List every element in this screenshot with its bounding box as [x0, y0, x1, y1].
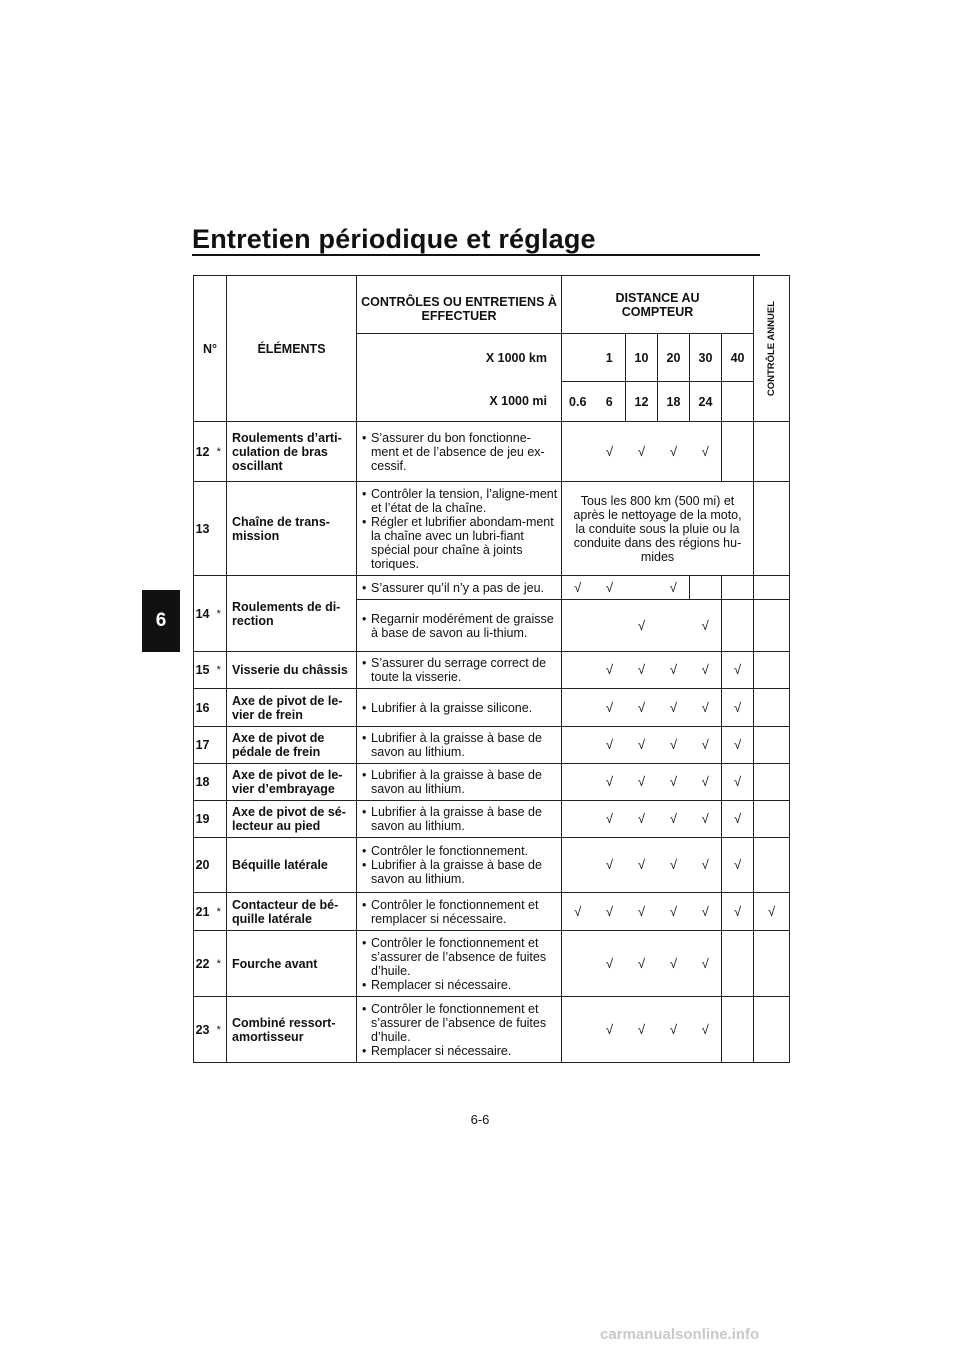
- check-mark: √: [658, 727, 690, 764]
- star-marker: [212, 727, 227, 764]
- check-mark: √: [722, 652, 754, 689]
- empty-cell: [562, 727, 594, 764]
- empty-cell: [754, 482, 790, 576]
- empty-cell: [754, 801, 790, 838]
- check-mark: √: [690, 764, 722, 801]
- check-item: • S’assurer qu’il n’y a pas de jeu.: [362, 581, 558, 595]
- unit-km: X 1000 km: [357, 334, 562, 382]
- check-item: • Lubrifier à la graisse à base de savon au lithium.: [362, 805, 558, 833]
- empty-cell: [562, 652, 594, 689]
- check-description: [357, 893, 562, 931]
- check-description: [357, 764, 562, 801]
- header-row: [194, 276, 790, 334]
- table-row: [194, 482, 790, 576]
- check-mark: √: [594, 931, 626, 997]
- row-number: 19: [194, 801, 212, 838]
- row-number: 16: [194, 689, 212, 727]
- unit-mi: X 1000 mi: [357, 382, 562, 422]
- element-name: Axe de pivot de le-vier de frein: [227, 689, 357, 727]
- check-item: • S’assurer du serrage correct de toute la visserie.: [362, 656, 558, 684]
- km-40: 40: [722, 334, 754, 382]
- row-number: 17: [194, 727, 212, 764]
- star-marker: [212, 689, 227, 727]
- star-marker: *: [212, 997, 227, 1063]
- check-mark: √: [626, 838, 658, 893]
- watermark: carmanualsonline.info: [600, 1326, 760, 1343]
- check-mark: √: [626, 600, 658, 652]
- check-description: [357, 652, 562, 689]
- check-mark: √: [594, 422, 626, 482]
- empty-cell: [562, 764, 594, 801]
- check-mark: √: [594, 764, 626, 801]
- check-mark: √: [722, 801, 754, 838]
- element-name: Roulements d’arti-culation de bras oscillant: [227, 422, 357, 482]
- check-item: • Regarnir modérément de graisse à base de savon au li-thium.: [362, 612, 558, 640]
- check-mark: √: [626, 997, 658, 1063]
- element-name: Axe de pivot de le-vier d’embrayage: [227, 764, 357, 801]
- page-title: Entretien périodique et réglage: [192, 224, 596, 254]
- empty-cell: [722, 422, 754, 482]
- empty-cell: [754, 600, 790, 652]
- row-number: 18: [194, 764, 212, 801]
- empty-cell: [722, 600, 754, 652]
- check-mark: √: [658, 764, 690, 801]
- check-item: • Contrôler le fonctionnement et remplacer si nécessaire.: [362, 898, 558, 926]
- check-description: [357, 838, 562, 893]
- empty-cell: [754, 931, 790, 997]
- element-name: Axe de pivot de pédale de frein: [227, 727, 357, 764]
- empty-cell: [562, 931, 594, 997]
- element-name: Roulements de di-rection: [227, 576, 357, 652]
- check-mark: √: [562, 893, 594, 931]
- mi-18: 18: [658, 382, 690, 422]
- table-row: [194, 893, 790, 931]
- chapter-tab: 6: [142, 590, 180, 652]
- row-number: 14: [194, 576, 212, 652]
- check-mark: √: [658, 576, 690, 600]
- km-20: 20: [658, 334, 690, 382]
- row-number: 13: [194, 482, 212, 576]
- check-mark: √: [626, 422, 658, 482]
- element-name: Visserie du châssis: [227, 652, 357, 689]
- empty-cell: [562, 838, 594, 893]
- check-item: • Contrôler le fonctionnement et s’assurer de l’absence de fuites d’huile.: [362, 936, 558, 978]
- check-mark: √: [626, 801, 658, 838]
- check-mark: √: [626, 689, 658, 727]
- check-mark: √: [562, 576, 594, 600]
- check-item: • Lubrifier à la graisse silicone.: [362, 701, 558, 715]
- km-10: 10: [626, 334, 658, 382]
- check-item: • Remplacer si nécessaire.: [362, 978, 558, 992]
- table-row: [194, 931, 790, 997]
- row-number: 12: [194, 422, 212, 482]
- check-mark: √: [626, 931, 658, 997]
- empty-cell: [690, 576, 722, 600]
- mi-6: 6: [594, 382, 626, 422]
- check-description: [357, 997, 562, 1063]
- km-30: 30: [690, 334, 722, 382]
- check-item: • Contrôler le fonctionnement.: [362, 844, 558, 858]
- check-description: [357, 931, 562, 997]
- empty-cell: [562, 422, 594, 482]
- empty-cell: [562, 600, 594, 652]
- check-mark: √: [722, 893, 754, 931]
- check-item: • Contrôler le fonctionnement et s’assurer de l’absence de fuites d’huile.: [362, 1002, 558, 1044]
- star-marker: [212, 764, 227, 801]
- element-name: Fourche avant: [227, 931, 357, 997]
- check-item: • Régler et lubrifier abondam-ment la chaîne avec un lubri-fiant spécial pour chaîne à joints toriques.: [362, 515, 558, 571]
- element-name: Béquille latérale: [227, 838, 357, 893]
- star-marker: [212, 801, 227, 838]
- row-number: 20: [194, 838, 212, 893]
- table-row: [194, 652, 790, 689]
- table-row: [194, 689, 790, 727]
- check-mark: √: [626, 893, 658, 931]
- check-mark: √: [690, 931, 722, 997]
- check-description: [357, 689, 562, 727]
- empty-cell: [754, 652, 790, 689]
- check-description: [357, 801, 562, 838]
- table-row: [194, 764, 790, 801]
- empty-cell: [722, 576, 754, 600]
- check-mark: √: [658, 997, 690, 1063]
- check-mark: √: [658, 689, 690, 727]
- check-item: • Lubrifier à la graisse à base de savon au lithium.: [362, 858, 558, 886]
- check-mark: √: [690, 893, 722, 931]
- check-mark: √: [594, 838, 626, 893]
- table-row: [194, 997, 790, 1063]
- check-mark: √: [658, 422, 690, 482]
- check-item: • S’assurer du bon fonctionne-ment et de l’absence de jeu ex-cessif.: [362, 431, 558, 473]
- check-mark: √: [594, 893, 626, 931]
- check-mark: √: [690, 422, 722, 482]
- empty-cell: [754, 727, 790, 764]
- check-mark: √: [690, 600, 722, 652]
- empty-cell: [562, 689, 594, 727]
- mi-0-6: 0.6: [562, 382, 594, 422]
- maintenance-table: [193, 275, 790, 1063]
- check-mark: √: [594, 576, 626, 600]
- table-row: [194, 801, 790, 838]
- table-row: [194, 422, 790, 482]
- empty-cell: [754, 997, 790, 1063]
- check-mark: √: [690, 689, 722, 727]
- star-marker: *: [212, 576, 227, 652]
- check-description: [357, 600, 562, 652]
- empty-cell: [754, 422, 790, 482]
- star-marker: *: [212, 422, 227, 482]
- empty-cell: [562, 997, 594, 1063]
- check-mark: √: [722, 838, 754, 893]
- check-mark: √: [690, 838, 722, 893]
- check-mark: √: [690, 801, 722, 838]
- check-mark: √: [722, 689, 754, 727]
- check-mark: √: [658, 652, 690, 689]
- row-number: 23: [194, 997, 212, 1063]
- empty-cell: [754, 838, 790, 893]
- empty-cell: [754, 764, 790, 801]
- row-number: 15: [194, 652, 212, 689]
- check-mark: √: [594, 801, 626, 838]
- check-item: • Remplacer si nécessaire.: [362, 1044, 558, 1058]
- check-item: • Lubrifier à la graisse à base de savon au lithium.: [362, 731, 558, 759]
- star-marker: *: [212, 931, 227, 997]
- check-mark: √: [594, 727, 626, 764]
- check-mark: √: [594, 652, 626, 689]
- mi-12: 12: [626, 382, 658, 422]
- check-mark: √: [626, 727, 658, 764]
- empty-cell: [722, 997, 754, 1063]
- annual-check-label: CONTRÔLE ANNUEL: [765, 300, 777, 397]
- empty-cell: [722, 931, 754, 997]
- title-divider: [192, 254, 760, 256]
- check-mark: √: [594, 689, 626, 727]
- table-row: [194, 838, 790, 893]
- element-name: Axe de pivot de sé-lecteur au pied: [227, 801, 357, 838]
- km-1: 1: [594, 334, 626, 382]
- empty-cell: [626, 576, 658, 600]
- check-mark: √: [690, 727, 722, 764]
- check-description: [357, 727, 562, 764]
- row-number: 22: [194, 931, 212, 997]
- interval-note: Tous les 800 km (500 mi) et après le nettoyage de la moto, la conduite sous la pluie ou la conduite dans des régions hu-mides: [562, 482, 754, 576]
- star-marker: [212, 482, 227, 576]
- element-name: Combiné ressort-amortisseur: [227, 997, 357, 1063]
- check-mark: √: [658, 801, 690, 838]
- empty-cell: [562, 801, 594, 838]
- check-mark: √: [722, 764, 754, 801]
- check-mark: √: [754, 893, 790, 931]
- mi-24: 24: [690, 382, 722, 422]
- star-marker: *: [212, 652, 227, 689]
- check-mark: √: [658, 838, 690, 893]
- star-marker: [212, 838, 227, 893]
- check-mark: √: [690, 997, 722, 1063]
- check-mark: √: [722, 727, 754, 764]
- check-mark: √: [594, 997, 626, 1063]
- table-row: [194, 727, 790, 764]
- header-annual: [754, 276, 790, 422]
- check-mark: √: [690, 652, 722, 689]
- row-number: 21: [194, 893, 212, 931]
- km-spacer: [562, 334, 594, 382]
- check-mark: √: [658, 931, 690, 997]
- check-description: [357, 576, 562, 600]
- page-number: 6-6: [470, 1112, 490, 1127]
- header-distance: DISTANCE AU COMPTEUR: [562, 276, 754, 334]
- header-checks: CONTRÔLES OU ENTRETIENS À EFFECTUER: [357, 276, 562, 334]
- check-description: [357, 422, 562, 482]
- check-item: • Lubrifier à la graisse à base de savon au lithium.: [362, 768, 558, 796]
- header-no: N°: [194, 276, 227, 422]
- element-name: Contacteur de bé-quille latérale: [227, 893, 357, 931]
- star-marker: *: [212, 893, 227, 931]
- check-mark: √: [658, 893, 690, 931]
- empty-cell: [754, 576, 790, 600]
- element-name: Chaîne de trans-mission: [227, 482, 357, 576]
- empty-cell: [594, 600, 626, 652]
- check-description: [357, 482, 562, 576]
- table-row: [194, 576, 790, 600]
- empty-cell: [658, 600, 690, 652]
- check-mark: √: [626, 764, 658, 801]
- check-item: • Contrôler la tension, l’aligne-ment et l’état de la chaîne.: [362, 487, 558, 515]
- check-mark: √: [626, 652, 658, 689]
- header-elements: ÉLÉMENTS: [227, 276, 357, 422]
- empty-cell: [754, 689, 790, 727]
